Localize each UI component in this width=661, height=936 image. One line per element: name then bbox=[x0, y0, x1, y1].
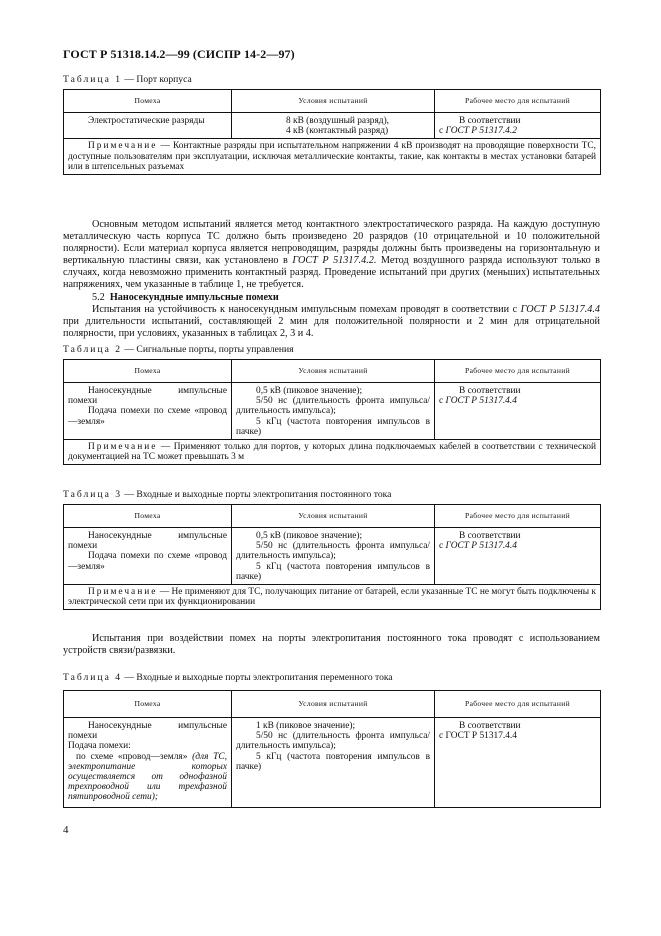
table4-phenomenon bbox=[64, 718, 232, 808]
table1-cond-1: 8 кВ (воздушный разряд), bbox=[286, 116, 390, 126]
table4-phen-3b: (для ТС, электропитание которых осуществляется от однофазной трехпроводной или трехфазной пятипроводной сети); bbox=[68, 751, 227, 803]
page-number: 4 bbox=[63, 824, 69, 836]
table4-place-1: В соответствии bbox=[459, 721, 521, 731]
table2-phenomenon bbox=[64, 383, 232, 440]
table1-place-ref: ГОСТ Р 51317.4.2 bbox=[445, 126, 517, 137]
table4-cond-2: 5/50 нс (длительность фронта импульса/длительность импульса); bbox=[236, 731, 430, 752]
table4-phen-3a: по схеме «провод—земля» bbox=[76, 751, 193, 762]
col-header-place: Рабочее место для испытаний bbox=[435, 505, 601, 528]
col-header-conditions: Условия испытаний bbox=[232, 691, 435, 718]
table1-note-text: — Контактные разряды при испытательном напряжении 4 кВ производят на проводящие поверхности ТС, доступные пользователям при эксплуатации, исключая металлические контакты, такие, как контакты в местах установки батарей или в штепсельных разъемах bbox=[68, 141, 596, 172]
paragraph-esd-method bbox=[63, 219, 600, 292]
table2-caption bbox=[63, 344, 294, 355]
table3-cond-2: 5/50 нс (длительность фронта импульса/длительность импульса); bbox=[236, 541, 430, 562]
col-header-place: Рабочее место для испытаний bbox=[435, 691, 601, 718]
table2-phen-2: Подача помехи по схеме «провод—земля» bbox=[68, 406, 227, 427]
paragraph-eft-tests bbox=[63, 304, 600, 340]
table1-note-label: Примечание bbox=[88, 141, 158, 152]
table2-note-label: Примечание bbox=[88, 442, 158, 453]
section52-text1: Испытания на устойчивость к наносекундным импульсным помехам проводят в соответствии с bbox=[92, 303, 521, 315]
table3-note-row bbox=[64, 585, 601, 610]
table1-place bbox=[435, 113, 601, 139]
table4-header-row bbox=[64, 691, 601, 718]
table1-caption-label: Таблица 1 bbox=[63, 74, 123, 85]
col-header-phenomenon: Помеха bbox=[64, 360, 232, 383]
table2-phen-1: Наносекундные импульсные помехи bbox=[68, 386, 227, 407]
paragraph1-part1: Основным методом испытаний является метод контактного электростатического разряда. На каждую доступную металлическую часть корпуса ТС должно быть произведено 20 разрядов (10 отрицательной и 10 положительной полярности). Если материал корпуса является непроводящим, разряды должны быть произведены на горизонтальную и вертикальную пластины связи, как установлено в bbox=[63, 219, 600, 267]
col-header-conditions: Условия испытаний bbox=[232, 90, 435, 113]
body-text-block bbox=[63, 219, 600, 340]
table1-note bbox=[64, 139, 601, 175]
table3-header-row bbox=[64, 505, 601, 528]
table4-conditions bbox=[232, 718, 435, 808]
table4-place-2: с ГОСТ Р 51317.4.4 bbox=[439, 731, 517, 742]
table3-caption bbox=[63, 489, 391, 500]
table2-place-1: В соответствии bbox=[459, 386, 521, 396]
paragraph1-ref: ГОСТ Р 51317.4.2. bbox=[292, 255, 377, 267]
table4-phen-2: Подача помехи: bbox=[68, 741, 131, 752]
table2-caption-label: Таблица 2 bbox=[63, 344, 123, 355]
table-row bbox=[64, 383, 601, 440]
table3-cond-1: 0,5 кВ (пиковое значение); bbox=[256, 531, 363, 541]
section-number: 5.2 bbox=[92, 291, 105, 303]
table2-cond-2: 5/50 нс (длительность фронта импульса/длительность импульса); bbox=[236, 396, 430, 417]
col-header-phenomenon: Помеха bbox=[64, 691, 232, 718]
table1-caption bbox=[63, 74, 192, 85]
table3-phenomenon bbox=[64, 528, 232, 585]
table3-place-2 bbox=[439, 541, 596, 551]
body-text-block-2 bbox=[63, 633, 600, 657]
table2-header-row bbox=[64, 360, 601, 383]
table3-note-label: Примечание bbox=[88, 587, 158, 598]
table2-caption-title: — Сигнальные порты, порты управления bbox=[122, 344, 294, 355]
section-5-2-heading bbox=[63, 292, 600, 304]
table4-cond-1: 1 кВ (пиковое значение); bbox=[256, 721, 356, 731]
col-header-conditions: Условия испытаний bbox=[232, 505, 435, 528]
table1-conditions bbox=[232, 113, 435, 139]
table1-header-row bbox=[64, 90, 601, 113]
table1-place-1: В соответствии bbox=[459, 116, 521, 126]
table4-caption-title: — Входные и выходные порты электропитания переменного тока bbox=[122, 672, 393, 683]
table1-place-2 bbox=[439, 126, 596, 136]
table2-note-text: — Применяют только для портов, у которых длина подключаемых кабелей в соответствии с технической документацией на ТС может превышать 3 м bbox=[68, 442, 596, 463]
table2-place bbox=[435, 383, 601, 440]
table4-place bbox=[435, 718, 601, 808]
table2-place-2 bbox=[439, 396, 596, 406]
table-row bbox=[64, 528, 601, 585]
table3 bbox=[63, 504, 601, 610]
table3-caption-label: Таблица 3 bbox=[63, 489, 123, 500]
table3-place-prefix: с bbox=[439, 541, 446, 552]
table-row bbox=[64, 718, 601, 808]
table3-phen-2: Подача помехи по схеме «провод—земля» bbox=[68, 551, 227, 572]
col-header-phenomenon: Помеха bbox=[64, 505, 232, 528]
paragraph1-part2: Метод воздушного разряда используют только в случаях, когда невозможно применить контактный разряд. Проведение испытаний при других (меньших) испытательных напряжениях, чем указанные в таблице 1, не требуется. bbox=[63, 255, 600, 291]
table2-cond-1: 0,5 кВ (пиковое значение); bbox=[256, 386, 363, 396]
table3-conditions bbox=[232, 528, 435, 585]
table1-note-row bbox=[64, 139, 601, 175]
col-header-place: Рабочее место для испытаний bbox=[435, 90, 601, 113]
table-row bbox=[64, 113, 601, 139]
document-header: ГОСТ Р 51318.14.2—99 (СИСПР 14-2—97) bbox=[63, 47, 295, 61]
col-header-conditions: Условия испытаний bbox=[232, 360, 435, 383]
table2-place-prefix: с bbox=[439, 396, 446, 407]
table4-phen-3 bbox=[68, 752, 227, 803]
section-title: Наносекундные импульсные помехи bbox=[109, 291, 279, 303]
table3-place-1: В соответствии bbox=[459, 531, 521, 541]
table2 bbox=[63, 359, 601, 465]
table3-place-ref: ГОСТ Р 51317.4.4 bbox=[445, 541, 517, 552]
table3-note-text: — Не применяют для ТС, получающих питание от батарей, если указанные ТС не могут быть подключены к электрической сети при их функционировании bbox=[68, 587, 596, 608]
table2-note-row bbox=[64, 440, 601, 465]
table2-cond-3: 5 кГц (частота повторения импульсов в пачке) bbox=[236, 416, 430, 437]
table4-cond-3: 5 кГц (частота повторения импульсов в пачке) bbox=[236, 751, 430, 772]
section52-ref: ГОСТ Р 51317.4.4 bbox=[520, 303, 600, 315]
table2-conditions bbox=[232, 383, 435, 440]
section52-text2: при длительности испытаний, составляющей 2 мин для положительной полярности и 2 мин для отрицательной полярности, при условиях, указанных в таблицах 2, 3 и 4. bbox=[63, 315, 600, 339]
table1 bbox=[63, 89, 601, 175]
col-header-phenomenon: Помеха bbox=[64, 90, 232, 113]
table2-place-ref: ГОСТ Р 51317.4.4 bbox=[445, 396, 517, 407]
table3-cond-3: 5 кГц (частота повторения импульсов в пачке) bbox=[236, 561, 430, 582]
table1-phenomenon: Электростатические разряды bbox=[64, 113, 232, 139]
table3-caption-title: — Входные и выходные порты электропитания постоянного тока bbox=[122, 489, 392, 500]
table4-caption-label: Таблица 4 bbox=[63, 672, 123, 683]
table3-place bbox=[435, 528, 601, 585]
paragraph-dc-ports: Испытания при воздействии помех на порты электропитания постоянного тока проводят с использованием устройств связи/развязки. bbox=[63, 633, 600, 657]
table3-phen-1: Наносекундные импульсные помехи bbox=[68, 531, 227, 552]
table4-phen-1: Наносекундные импульсные помехи bbox=[68, 721, 227, 742]
col-header-place: Рабочее место для испытаний bbox=[435, 360, 601, 383]
table4 bbox=[63, 690, 601, 808]
table1-caption-title: — Порт корпуса bbox=[122, 74, 192, 85]
table3-note bbox=[64, 585, 601, 610]
table4-caption bbox=[63, 672, 393, 683]
table1-cond-2: 4 кВ (контактный разряд) bbox=[286, 126, 389, 137]
table2-note bbox=[64, 440, 601, 465]
table1-place-prefix: с bbox=[439, 126, 446, 137]
